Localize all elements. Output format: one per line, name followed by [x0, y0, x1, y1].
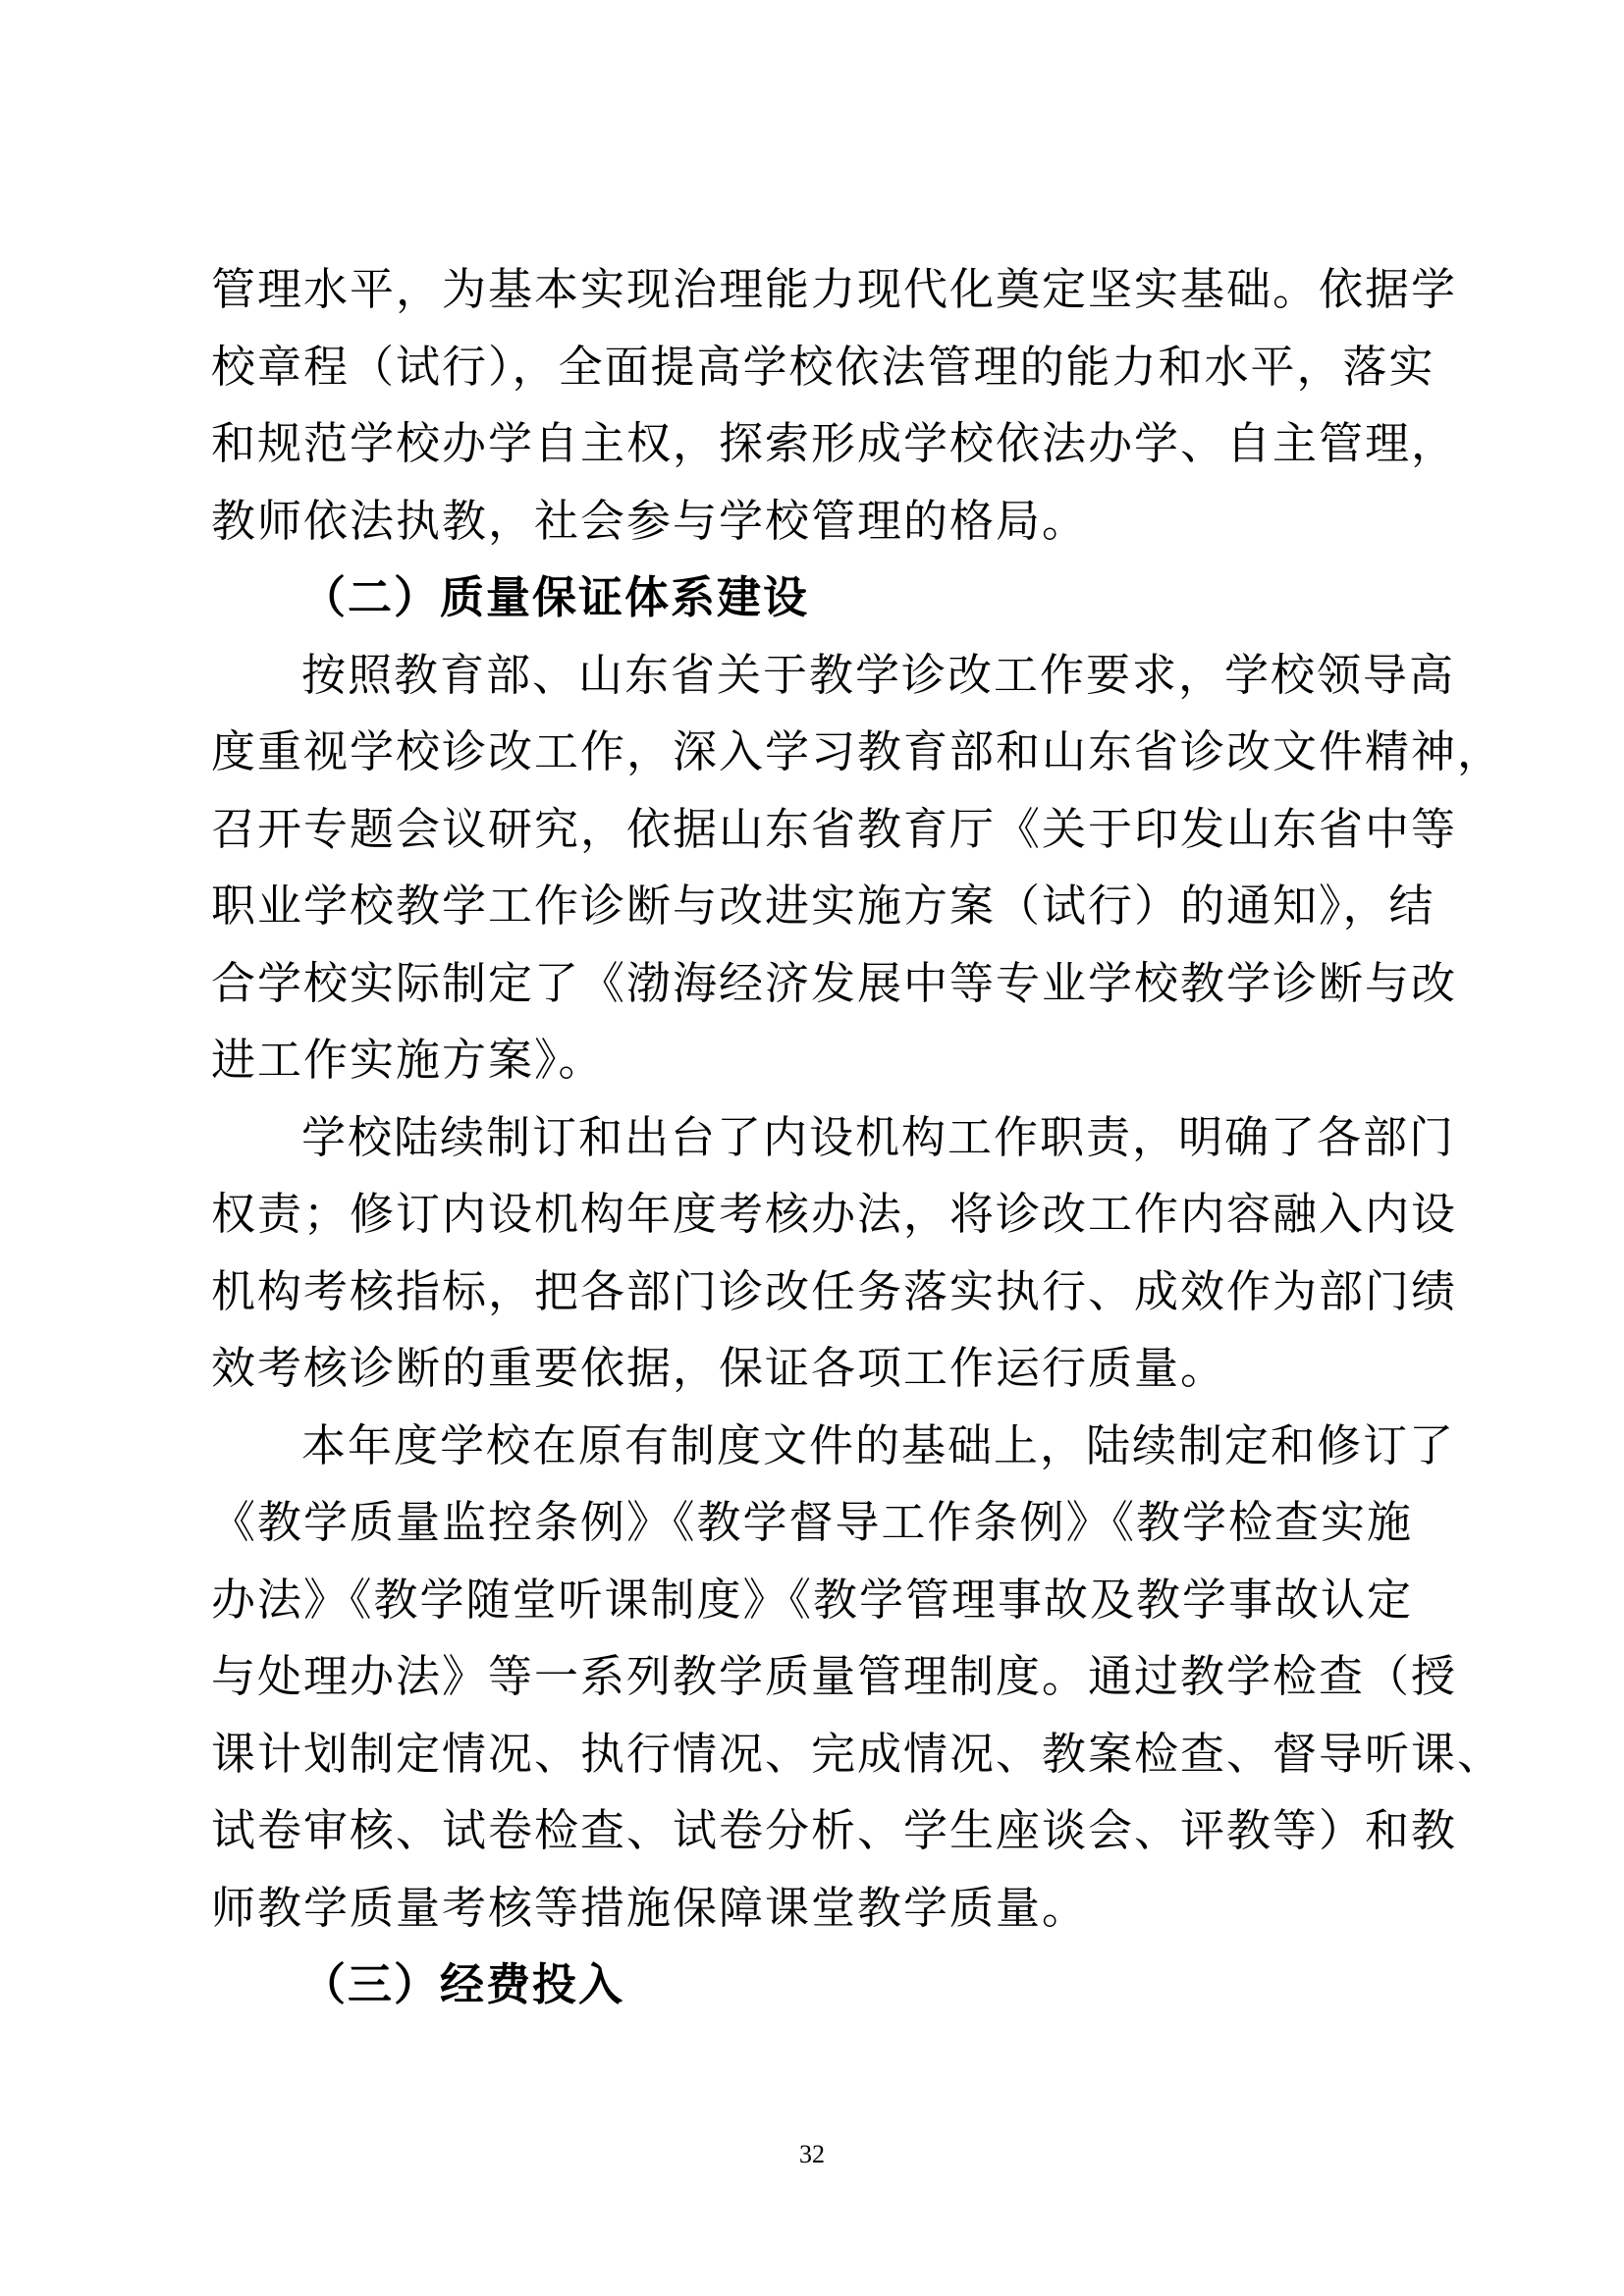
- text-line: 权责；修订内设机构年度考核办法，将诊改工作内容融入内设: [211, 1188, 1458, 1240]
- text-line: 本年度学校在原有制度文件的基础上，陆续制定和修订了: [301, 1418, 1456, 1471]
- text-line: 师教学质量考核等措施保障课堂教学质量。: [211, 1881, 1089, 1934]
- text-line: 职业学校教学工作诊断与改进实施方案（试行）的通知》，结: [211, 880, 1435, 932]
- text-line: 办法》《教学随堂听课制度》《教学管理事故及教学事故认定: [211, 1573, 1414, 1626]
- text-line: 《教学质量监控条例》《教学督导工作条例》《教学检查实施: [211, 1496, 1414, 1548]
- text-line: 管理水平，为基本实现治理能力现代化奠定坚实基础。依据学: [211, 263, 1458, 315]
- text-line: 试卷审核、试卷检查、试卷分析、学生座谈会、评教等）和教: [211, 1804, 1458, 1856]
- text-line: 度重视学校诊改工作，深入学习教育部和山东省诊改文件精神，: [211, 725, 1504, 777]
- text-line: 效考核诊断的重要依据，保证各项工作运行质量。: [211, 1342, 1227, 1394]
- section-heading: （二）质量保证体系建设: [301, 571, 810, 623]
- text-line: 进工作实施方案》。: [211, 1034, 605, 1086]
- text-line: 和规范学校办学自主权，探索形成学校依法办学、自主管理，: [211, 417, 1458, 469]
- section-heading: （三）经费投入: [301, 1958, 625, 2010]
- text-line: 学校陆续制订和出台了内设机构工作职责，明确了各部门: [301, 1110, 1456, 1163]
- text-line: 召开专题会议研究，依据山东省教育厅《关于印发山东省中等: [211, 802, 1458, 855]
- text-line: 教师依法执教，社会参与学校管理的格局。: [211, 494, 1089, 547]
- text-line: 校章程（试行），全面提高学校依法管理的能力和水平，落实: [211, 340, 1435, 393]
- text-line: 合学校实际制定了《渤海经济发展中等专业学校教学诊断与改: [211, 956, 1458, 1009]
- text-line: 按照教育部、山东省关于教学诊改工作要求，学校领导高: [301, 648, 1456, 701]
- text-line: 机构考核指标，把各部门诊改任务落实执行、成效作为部门绩: [211, 1264, 1458, 1317]
- text-line: 课计划制定情况、执行情况、完成情况、教案检查、督导听课、: [211, 1727, 1504, 1780]
- page-number: 32: [799, 2140, 825, 2168]
- text-line: 与处理办法》等一系列教学质量管理制度。通过教学检查（授: [211, 1650, 1458, 1702]
